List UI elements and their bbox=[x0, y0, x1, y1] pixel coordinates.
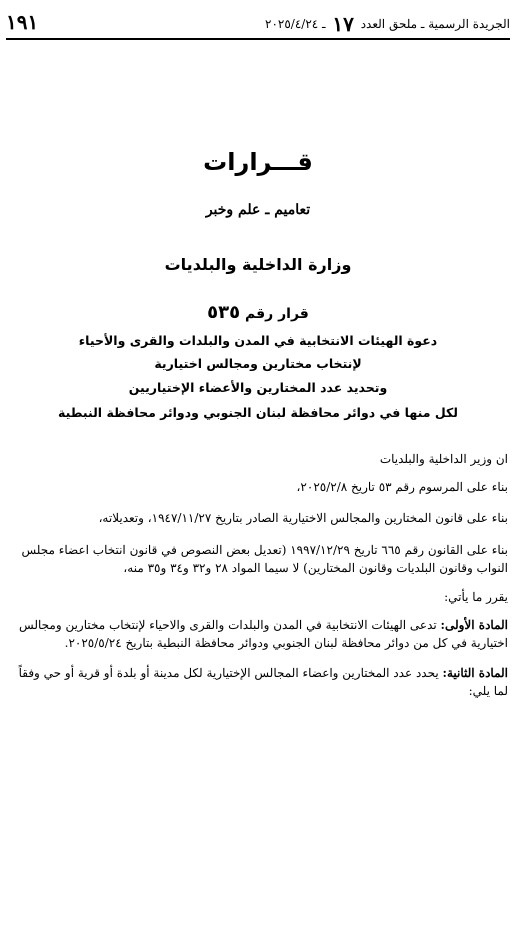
article-1 bbox=[8, 616, 508, 652]
decision-subject-line: وتحديد عدد المختارين والأعضاء الإختياريين bbox=[128, 380, 388, 395]
decision-subject-line: لإنتخاب مختارين ومجالس اختيارية bbox=[154, 356, 362, 371]
ministry-heading: وزارة الداخلية والبلديات bbox=[164, 255, 352, 274]
article-2-label: المادة الثانية: bbox=[442, 666, 508, 680]
decides-clause: يقرر ما يأتي: bbox=[444, 590, 508, 604]
decision-label: قرار رقم bbox=[245, 306, 309, 322]
gazette-name: الجريدة الرسمية ـ ملحق العدد bbox=[360, 17, 510, 31]
decision-number: ٥٣٥ bbox=[207, 302, 241, 323]
decision-subject-line: دعوة الهيئات الانتخابية في المدن والبلدات والقرى والأحياء bbox=[78, 333, 438, 348]
decision-heading bbox=[10, 302, 506, 323]
issue-number: ١٧ bbox=[332, 12, 354, 36]
section-subtitle: تعاميم ـ علم وخبر bbox=[205, 202, 311, 218]
preamble-decree: بناء على المرسوم رقم ٥٣ تاريخ ٢٠٢٥/٢/٨، bbox=[296, 480, 508, 494]
header-separator: ـ bbox=[322, 17, 326, 31]
preamble-law-1947: بناء على قانون المختارين والمجالس الاختيارية الصادر بتاريخ ١٩٤٧/١١/٢٧، وتعديلاته، bbox=[98, 511, 508, 525]
section-title: قـــرارات bbox=[203, 148, 313, 176]
header-date: ٢٠٢٥/٤/٢٤ bbox=[265, 17, 319, 31]
article-1-label: المادة الأولى: bbox=[440, 618, 508, 632]
header-title bbox=[265, 12, 510, 36]
article-2-text: يحدد عدد المختارين واعضاء المجالس الإختيارية لكل مدينة أو بلدة أو قرية أو حي وفقاً لما يلي: bbox=[18, 666, 508, 698]
page-number: ١٩١ bbox=[6, 10, 39, 34]
article-2 bbox=[8, 664, 508, 700]
preamble-law-665: بناء على القانون رقم ٦٦٥ تاريخ ١٩٩٧/١٢/٢٩ (تعديل بعض النصوص في قانون انتخاب اعضاء مجلس النواب وقانون البلديات وقانون المختارين) لا سيما المواد ٢٨ و٣٢ و٣٤ و٣٥ منه، bbox=[21, 543, 508, 575]
article-1-text: تدعى الهيئات الانتخابية في المدن والبلدات والقرى والاحياء لإنتخاب مختارين ومجالس اختيارية في كل من دوائر محافظة لبنان الجنوبي ودوائر محافظة النبطية بتاريخ ٢٠٢٥/٥/٢٤. bbox=[19, 618, 508, 650]
page-header bbox=[6, 8, 510, 40]
preamble-minister: ان وزير الداخلية والبلديات bbox=[379, 452, 508, 466]
decision-subject-line: لكل منها في دوائر محافظة لبنان الجنوبي ودوائر محافظة النبطية bbox=[58, 405, 458, 420]
